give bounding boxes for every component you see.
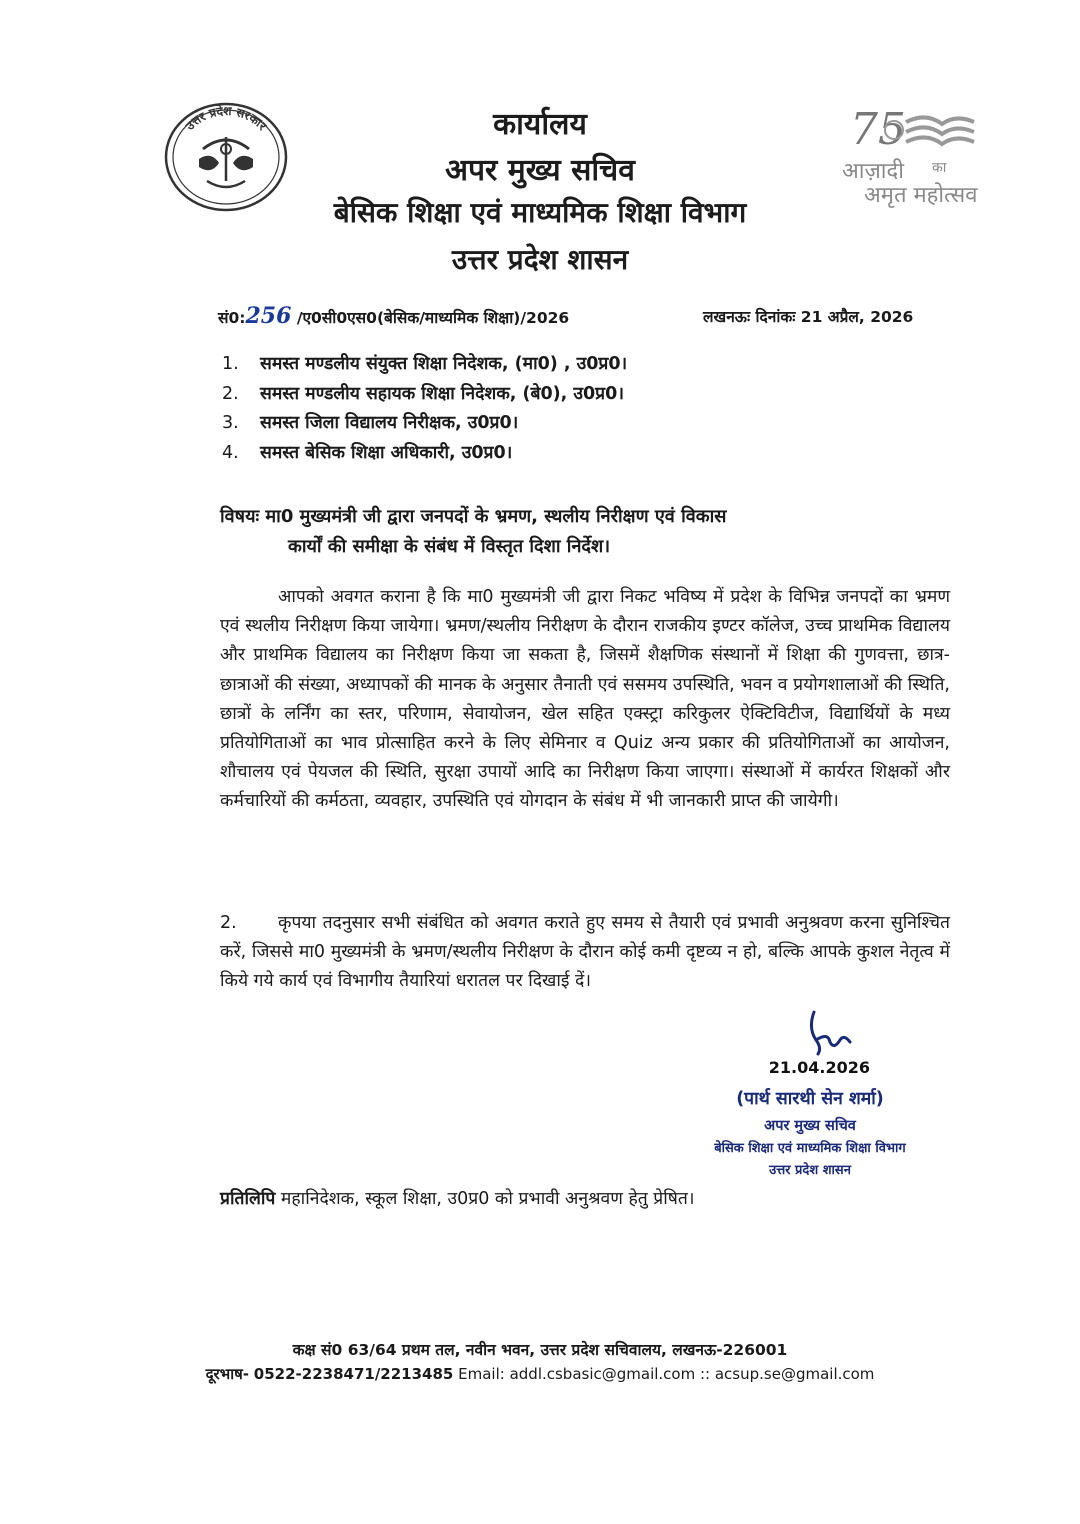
emblem-text: उत्तर प्रदेश सरकार bbox=[182, 103, 270, 133]
signatory-designation: अपर मुख्य सचिव bbox=[764, 1118, 856, 1134]
list-item: 4. समस्त बेसिक शिक्षा अधिकारी, उ0प्र0। bbox=[222, 442, 513, 463]
phone-label: दूरभाष- bbox=[205, 1365, 249, 1383]
reference-handwritten-number: 256 bbox=[245, 303, 292, 329]
signatory-government: उत्तर प्रदेश शासन bbox=[769, 1163, 851, 1178]
signatory-department: बेसिक शिक्षा एवं माध्यमिक शिक्षा विभाग bbox=[714, 1141, 906, 1156]
copy-text: महानिदेशक, स्कूल शिक्षा, उ0प्र0 को प्रभावी अनुश्रवण हेतु प्रेषित। bbox=[280, 1189, 695, 1209]
reference-number bbox=[218, 303, 569, 329]
logo-line2: अमृत महोत्सव bbox=[864, 183, 978, 208]
footer-contact bbox=[0, 1364, 1080, 1384]
reference-prefix: सं0: bbox=[218, 309, 246, 327]
reference-suffix: /ए0सी0एस0(बेसिक/माध्यमिक शिक्षा)/2026 bbox=[296, 309, 570, 327]
subject bbox=[220, 502, 950, 562]
logo-number: 75 bbox=[850, 104, 906, 155]
signature-date: 21.04.2026 bbox=[768, 1058, 870, 1077]
email-text: Email: addl.csbasic@gmail.com :: acsup.se@gmail.com bbox=[458, 1365, 875, 1383]
copy-label: प्रतिलिपि bbox=[220, 1189, 276, 1209]
letter-date: लखनऊः दिनांकः 21 अप्रैल, 2026 bbox=[703, 308, 914, 326]
logo-line1-suffix: का bbox=[932, 160, 947, 176]
subject-line1: विषयः मा0 मुख्यमंत्री जी द्वारा जनपदों के भ्रमण, स्थलीय निरीक्षण एवं विकास bbox=[220, 506, 727, 527]
body-paragraph-1: आपको अवगत कराना है कि मा0 मुख्यमंत्री जी द्वारा निकट भविष्य में प्रदेश के विभिन्न जनपदों का भ्रमण एवं स्थलीय निरीक्षण किया जायेगा। भ्रमण/स्थलीय निरीक्षण के दौरान राजकीय इण्टर कॉलेज, उच्च प्राथमिक विद्यालय और प्राथमिक विद्यालय का निरीक्षण किया जा सकता है, जिसमें शैक्षणिक संस्थानों में शिक्षा की गुणवत्ता, छात्र-छात्राओं की संख्या, अध्यापकों की मानक के अनुसार तैनाती एवं ससमय उपस्थिति, भवन व प्रयोगशालाओं की स्थिति, छात्रों के लर्निंग का स्तर, परिणाम, सेवायोजन, खेल सहित एक्स्ट्रा करिकुलर ऐक्टिविटीज, विद्यार्थियों के मध्य प्रतियोगिताओं का भाव प्रोत्साहित करने के लिए सेमिनार व Quiz अन्य प्रकार की प्रतियोगिताओं का आयोजन, शौचालय एवं पेयजल की स्थिति, सुरक्षा उपायों आदि का निरीक्षण किया जाएगा। संस्थाओं में कार्यरत शिक्षकों और कर्मचारियों की कर्मठता, व्यवहार, उपस्थिति एवं योगदान के संबंध में भी जानकारी प्राप्त की जायेगी। bbox=[220, 587, 950, 812]
list-item: 1. समस्त मण्डलीय संयुक्त शिक्षा निदेशक, (मा0) , उ0प्र0। bbox=[222, 354, 628, 374]
logo-line1: आज़ादी bbox=[842, 159, 904, 184]
phone-number: 0522-2238471/2213485 bbox=[253, 1365, 454, 1383]
officer-title: अपर मुख्य सचिव bbox=[445, 153, 635, 188]
paragraph-2-text: कृपया तदनुसार सभी संबंधित को अवगत कराते हुए समय से तैयारी एवं प्रभावी अनुश्रवण करना सुनिश्चित करें, जिससे मा0 मुख्यमंत्री के भ्रमण/स्थलीय निरीक्षण के दौरान कोई कमी दृष्टव्य न हो, बल्कि आपके कुशल नेतृत्व में किये गये कार्य एवं विभागीय तैयारियां धरातल पर दिखाई दें। bbox=[220, 913, 950, 992]
government-title: उत्तर प्रदेश शासन bbox=[451, 243, 629, 276]
signature-mark bbox=[800, 1006, 860, 1058]
office-title: कार्यालय bbox=[493, 107, 587, 142]
footer-address: कक्ष सं0 63/64 प्रथम तल, नवीन भवन, उत्तर प्रदेश सचिवालय, लखनऊ-226001 bbox=[292, 1341, 788, 1359]
list-item: 2. समस्त मण्डलीय सहायक शिक्षा निदेशक, (बे0), उ0प्र0। bbox=[222, 383, 624, 404]
addressee-list bbox=[222, 351, 627, 469]
copy-to bbox=[220, 1186, 695, 1210]
department-title: बेसिक शिक्षा एवं माध्यमिक शिक्षा विभाग bbox=[333, 196, 747, 229]
handwritten-signature-icon bbox=[800, 1006, 860, 1058]
subject-line2: कार्यों की समीक्षा के संबंध में विस्तृत दिशा निर्देश। bbox=[288, 536, 611, 557]
signatory-name: (पार्थ सारथी सेन शर्मा) bbox=[736, 1089, 884, 1109]
list-item: 3. समस्त जिला विद्यालय निरीक्षक, उ0प्र0। bbox=[222, 413, 519, 433]
paragraph-number: 2. bbox=[220, 913, 237, 933]
body-paragraph-2 bbox=[220, 909, 950, 997]
